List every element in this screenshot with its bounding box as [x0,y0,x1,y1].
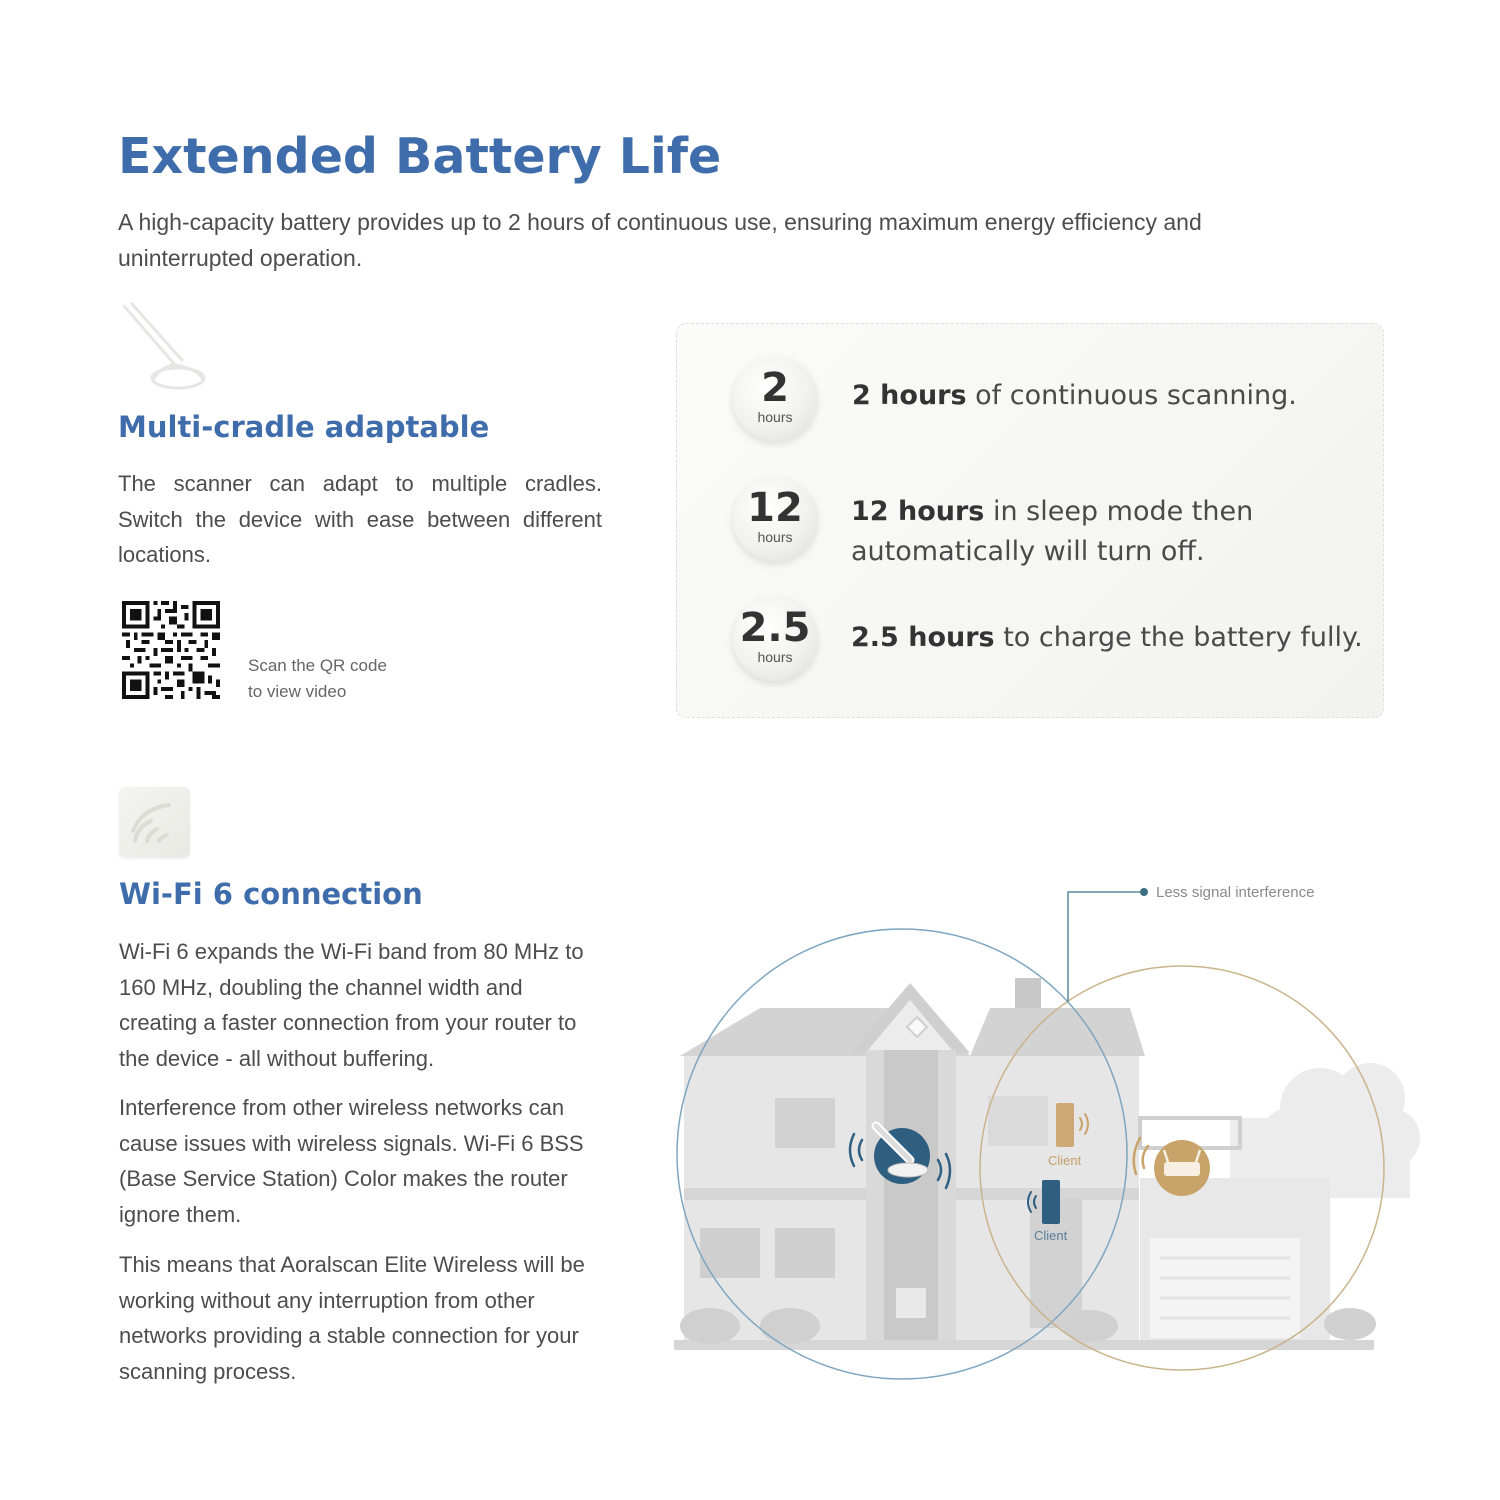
badge-unit: hours [757,409,793,425]
wifi-interference-illustration [670,878,1430,1398]
badge-unit: hours [757,649,793,665]
stat-continuous-scanning: 2 hours of continuous scanning. [852,380,1297,411]
tree-shapes [1230,1063,1420,1198]
interference-callout: Less signal interference [1156,884,1315,901]
page-title: Extended Battery Life [118,128,722,185]
scanner-cradle-icon [118,300,210,396]
wifi-paragraph-2: Interference from other wireless networks can cause issues with wireless signals. Wi-Fi 6 BSS (Base Service Station) Color makes the router ignore them. [119,1095,584,1227]
badge-value: 2.5 [739,605,811,651]
battery-badge [733,357,817,441]
wifi-title: Wi-Fi 6 connection [119,877,423,911]
qr-caption-line2: to view video [248,682,347,701]
intro-text: A high-capacity battery provides up to 2 hours of continuous use, ensuring maximum energy efficiency and uninterrupted operation. [118,209,1202,271]
qr-caption [248,653,387,705]
multi-cradle-body: The scanner can adapt to multiple cradles. Switch the device with ease between different locations. [118,471,602,567]
wifi-icon [119,787,190,858]
multi-cradle-title: Multi-cradle adaptable [118,410,490,444]
battery-badge [733,597,817,681]
stat-charge-time: 2.5 hours to charge the battery fully. [851,622,1363,653]
wifi-tile [119,787,190,858]
battery-badge [733,477,817,561]
stat-sleep-mode: 12 hours in sleep mode then automatically will turn off. [851,496,1254,567]
badge-value: 2 [761,365,789,411]
wifi-paragraph-1: Wi-Fi 6 expands the Wi-Fi band from 80 MHz to 160 MHz, doubling the channel width and creating a faster connection from your router to the device - all without buffering. [119,939,584,1071]
badge-unit: hours [757,529,793,545]
qr-code[interactable] [122,601,220,699]
wifi-paragraph-3: This means that Aoralscan Elite Wireless will be working without any interruption from other networks providing a stable connection for your scanning process. [119,1252,585,1384]
qr-caption-line1: Scan the QR code [248,656,387,675]
client-label: Client [1048,1153,1082,1168]
badge-value: 12 [747,485,803,531]
client-label: Client [1034,1228,1068,1243]
battery-stats-card [676,323,1384,718]
